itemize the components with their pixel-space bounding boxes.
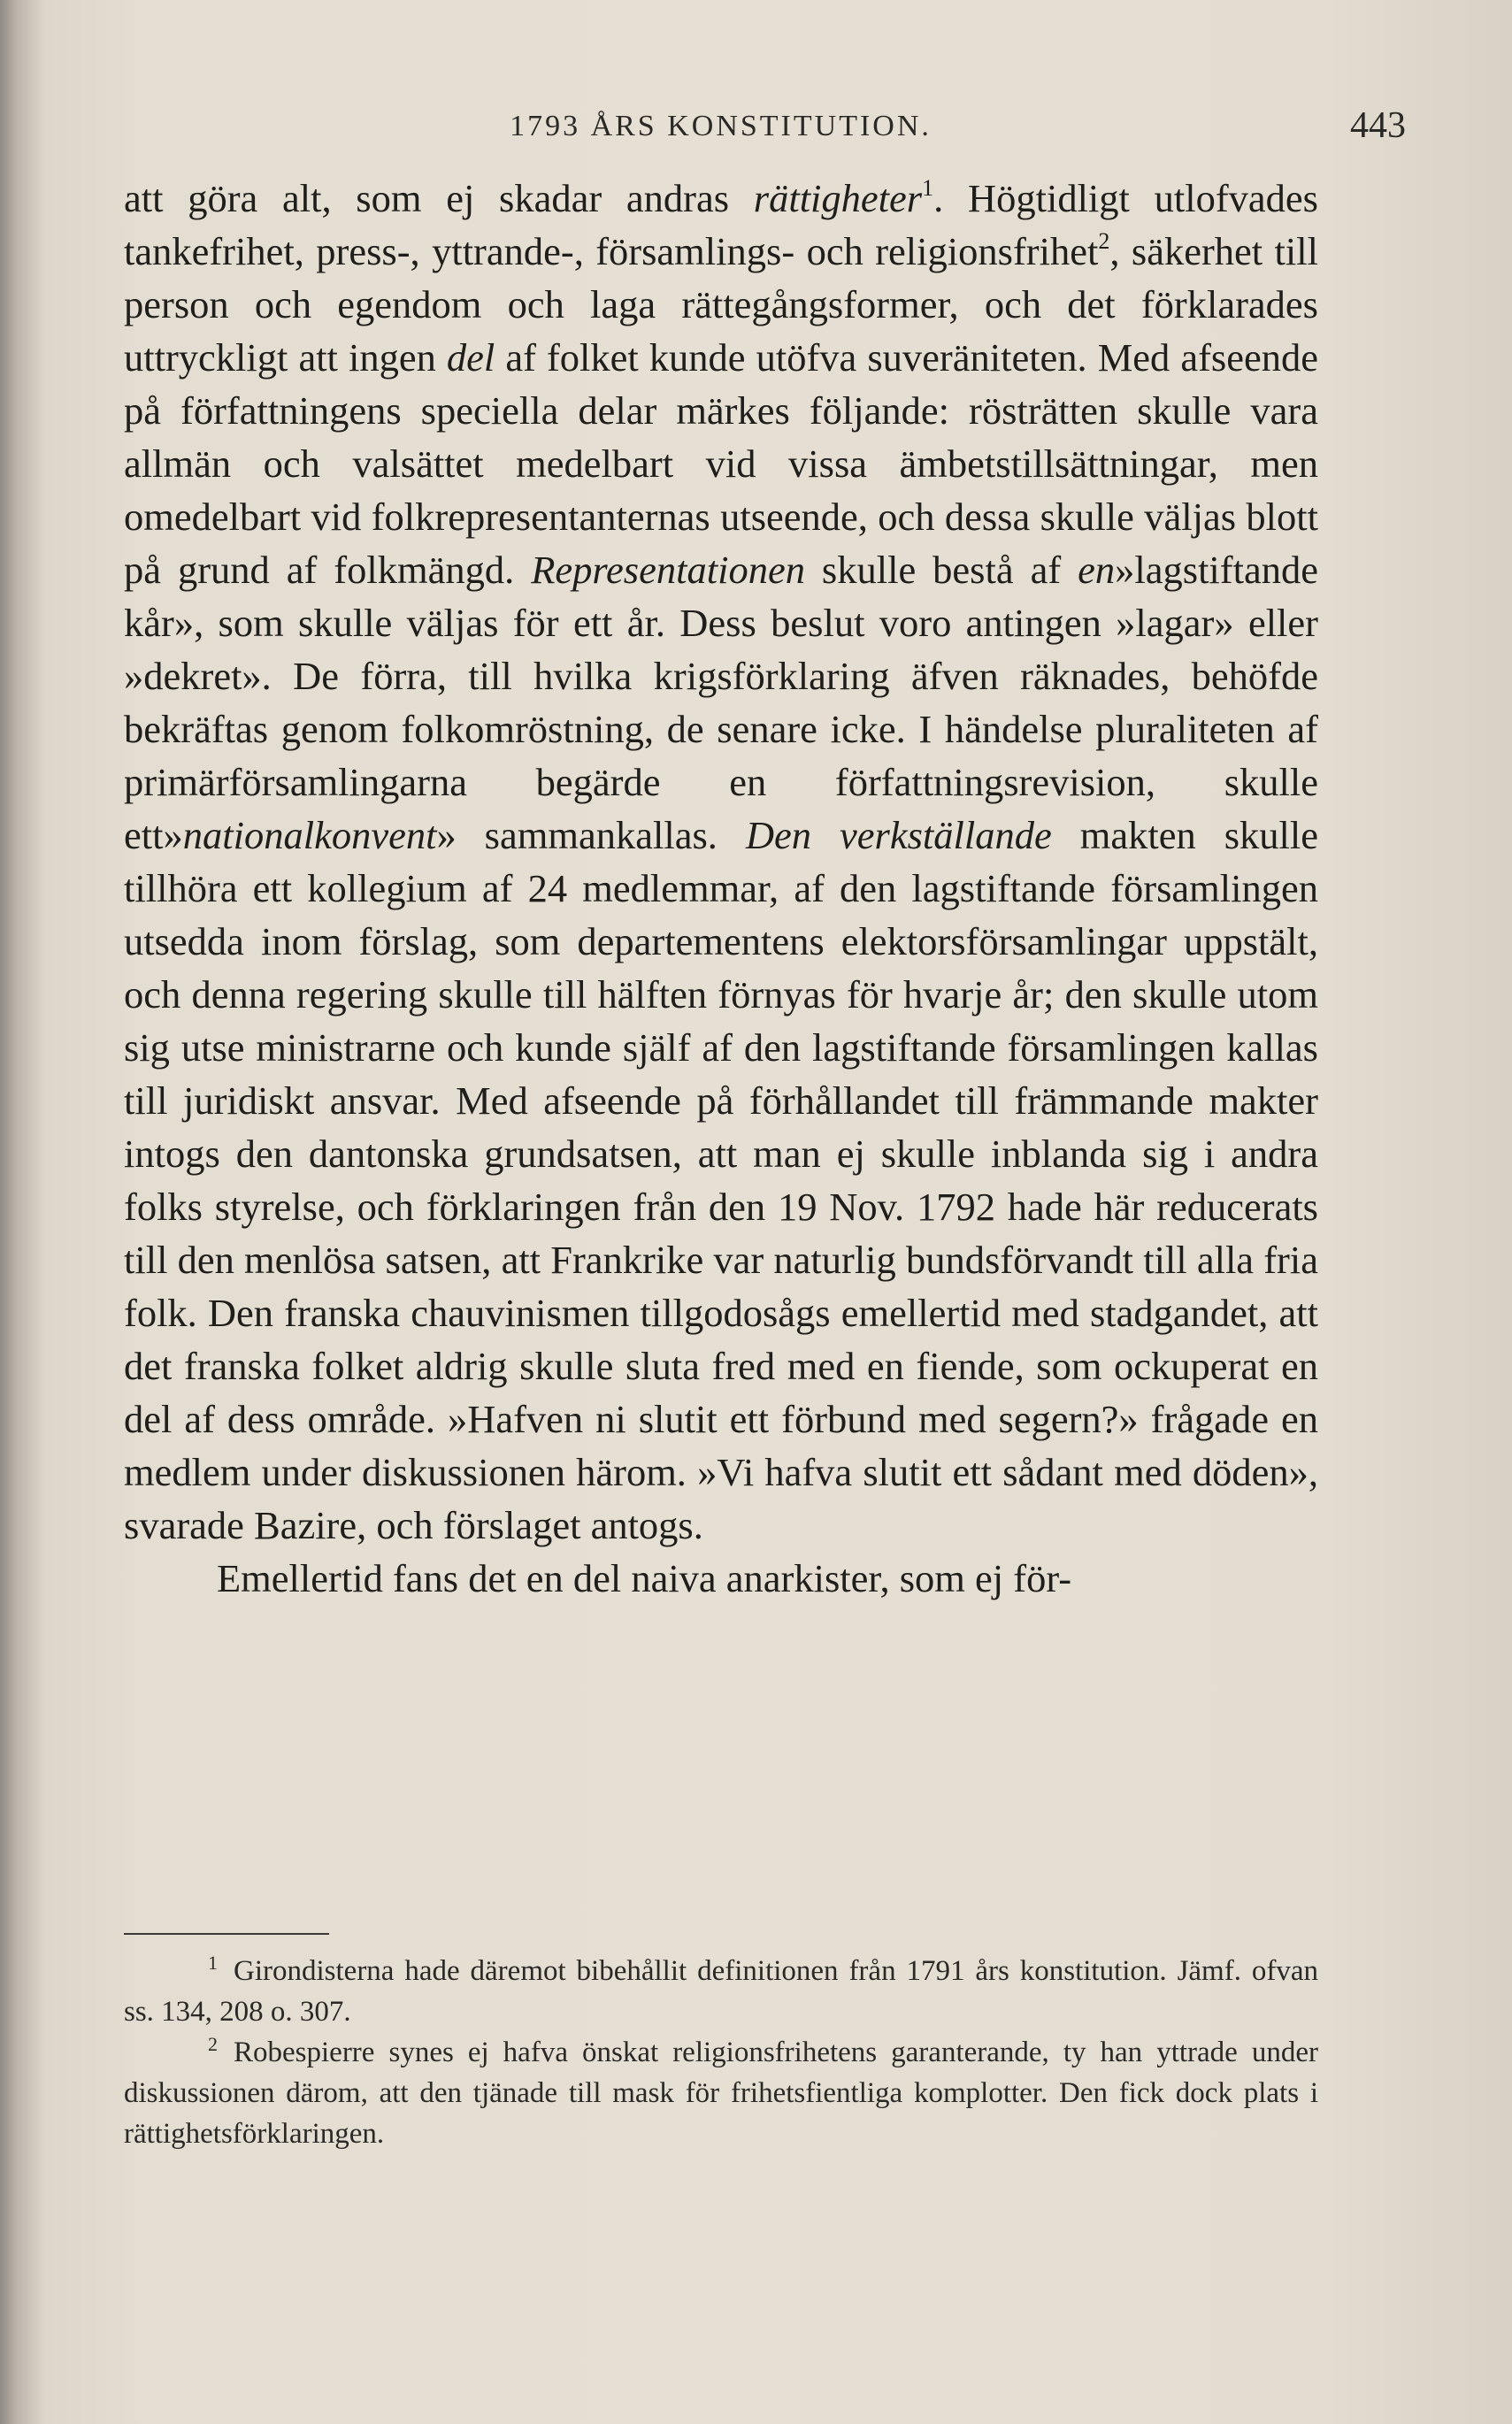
italic-term: Den verkställande (745, 813, 1052, 857)
footnote-ref: 2 (1098, 228, 1110, 254)
italic-term: en (1078, 548, 1116, 592)
body-text (124, 172, 1318, 1605)
text-run: » sammankallas. (436, 813, 746, 857)
paragraph: Emellertid fans det en del naiva anarkister, som ej för- (217, 1556, 1072, 1600)
footnote-divider (124, 1933, 329, 1935)
footnote-mark: 1 (208, 1952, 218, 1974)
footnote (124, 1951, 1318, 2032)
footnote-text: Girondisterna hade däremot bibehållit definitionen från 1791 års konstitution. Jämf. ofvan ss. 134, 208 o. 307. (124, 1955, 1318, 2028)
page-number: 443 (1350, 105, 1406, 146)
footnote-text: Robespierre synes ej hafva önskat religionsfrihetens garanterande, ty han yttrade under diskussionen därom, att den tjänade till mask för frihetsfientliga komplotter. Den fick dock plats i rättighetsförklaringen. (124, 2037, 1318, 2150)
text-run: makten skulle tillhöra ett kollegium af 24 medlemmar, af den lagstiftande församlingen utsedda inom förslag, som departementens elektorsförsamlingar uppstält, och denna regering skulle till hälften förnyas för hvarje år; den skulle utom sig utse ministrarne och kunde själf af den lagstiftande församlingen kallas till juridiskt ansvar. Med afseende på förhållandet till främmande makter intogs den dantonska grundsatsen, att man ej skulle inblanda sig i andra folks styrelse, och förklaringen från den 19 Nov. 1792 hade här reducerats till den menlösa satsen, att Frankrike var naturlig bundsförvandt till alla fria folk. Den franska chauvinismen tillgodosågs emellertid med stadgandet, att det franska folket aldrig skulle sluta fred med en fiende, som ockuperat en del af dess område. »Hafven ni slutit ett förbund med segern?» frågade en medlem under diskussionen härom. »Vi hafva slutit ett sådant med döden», svarade Bazire, och förslaget antogs. (124, 813, 1318, 1547)
italic-term: Representationen (531, 548, 805, 592)
running-header (124, 104, 1406, 157)
footnote-mark: 2 (208, 2033, 218, 2055)
paragraph (124, 172, 1318, 1552)
footnote-ref: 1 (922, 175, 934, 201)
italic-term: nationalkonvent (182, 813, 437, 857)
text-run: af folket kunde utöfva suveräniteten. Med afseende på författningens speciella delar märkes följande: rösträtten skulle vara allmän och valsättet medelbart vid vissa ämbetstillsättningar, men omedelbart vid folkrepresentanternas utseende, och dessa skulle väljas blott på grund af folkmängd. (124, 335, 1318, 592)
running-title: 1793 ÅRS KONSTITUTION. (510, 110, 932, 142)
italic-term: rättigheter (753, 176, 923, 220)
text-run: att göra alt, som ej skadar andras (124, 176, 754, 220)
text-run: . Högtidligt utlofvades tankefrihet, press-, yttrande-, församlings- och religionsfrihet (124, 176, 1318, 273)
text-run: skulle bestå af (804, 548, 1078, 592)
text-run: , säkerhet till person och egendom och laga rättegångsformer, och det förklarades uttryckligt att ingen (124, 229, 1318, 380)
footnotes (124, 1951, 1318, 2154)
italic-term: del (446, 335, 495, 380)
footnote (124, 2032, 1318, 2154)
text-run: »lagstiftande kår», som skulle väljas för ett år. Dess beslut voro antingen »lagar» eller »dekret». De förra, till hvilka krigsförklaring äfven räknades, behöfde bekräftas genom folkomröstning, de senare icke. I händelse pluraliteten af primärförsamlingarna begärde en författningsrevision, skulle ett» (124, 548, 1318, 857)
